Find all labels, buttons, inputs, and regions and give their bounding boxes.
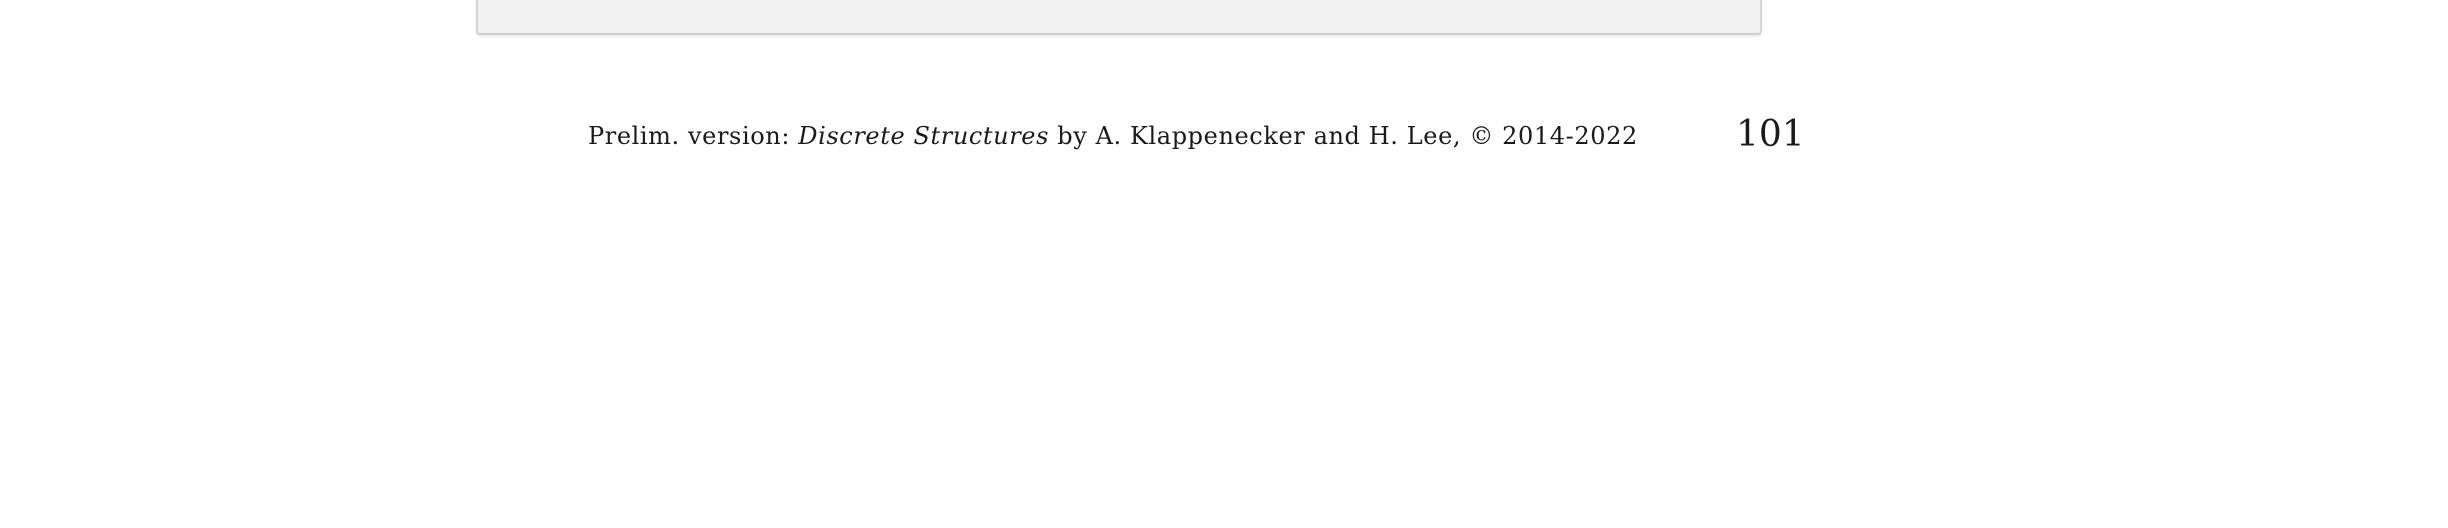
footer-book-title: Discrete Structures: [798, 122, 1050, 150]
footer-prefix: Prelim. version:: [588, 122, 799, 150]
page-number: 101: [1736, 114, 1805, 155]
copyright-symbol: ©: [1469, 122, 1494, 150]
clipped-text-remnant: [598, 0, 740, 4]
footer-byline: by A. Klappenecker and H. Lee,: [1049, 122, 1470, 150]
page-footer: [588, 122, 1638, 150]
footer-years: 2014-2022: [1493, 122, 1638, 150]
shaded-box-bottom-edge: [476, 0, 1762, 35]
